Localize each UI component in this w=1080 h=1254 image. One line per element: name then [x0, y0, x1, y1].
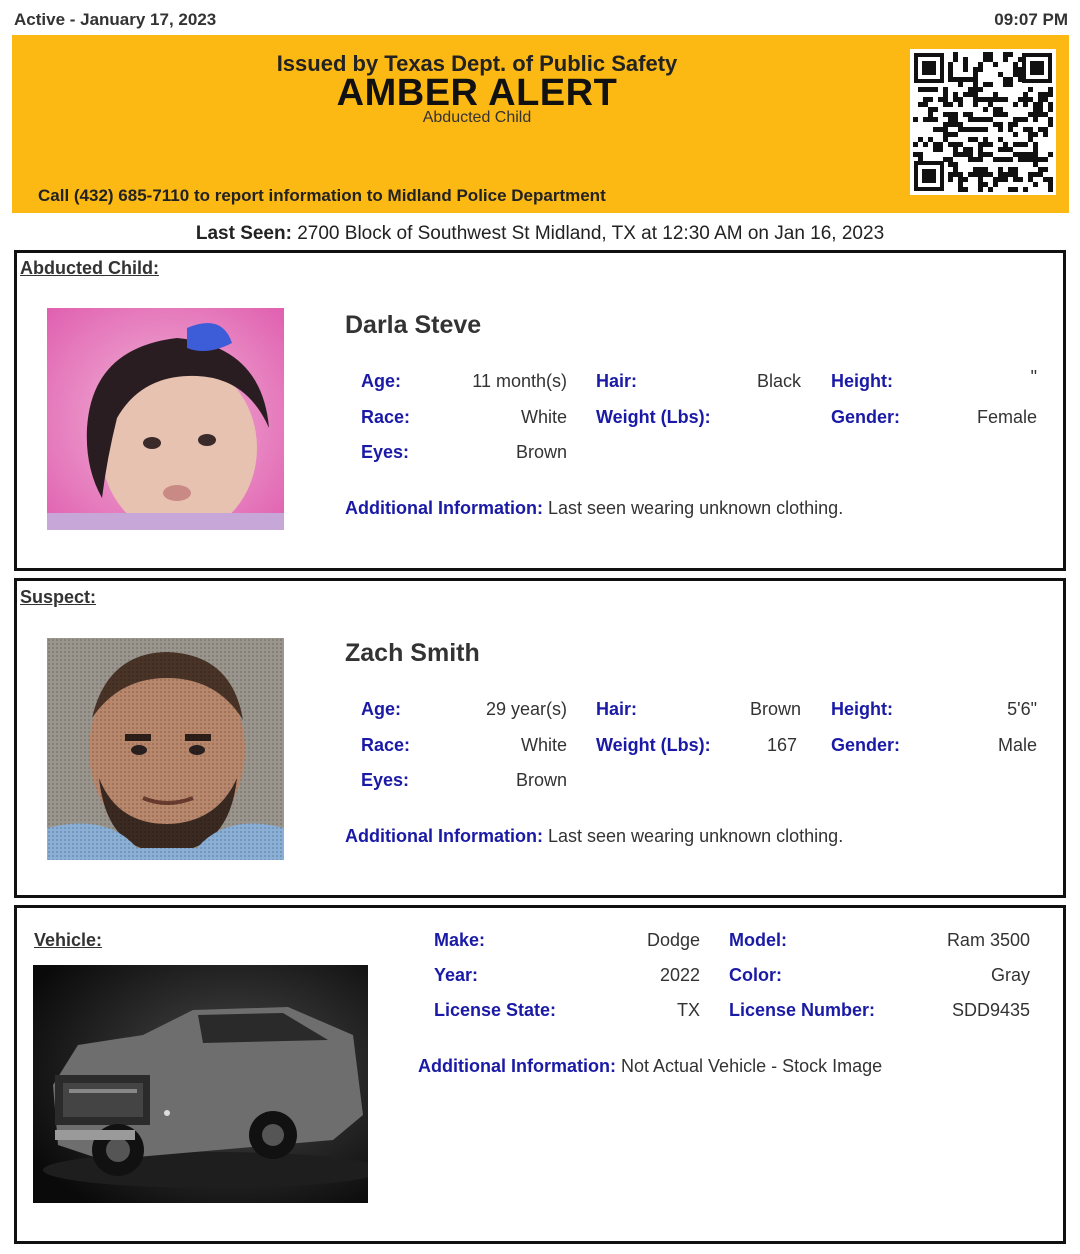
vehicle-color-label: Color: — [729, 965, 782, 985]
vehicle-model: Ram 3500 — [946, 930, 1030, 950]
vehicle-license-state-label: License State: — [434, 1000, 557, 1020]
child-eyes: Brown — [515, 442, 567, 462]
child-age: 11 month(s) — [472, 371, 567, 391]
issuer: Issued by Texas Dept. of Public Safety — [276, 51, 678, 76]
vehicle-section — [14, 905, 1066, 1244]
suspect-weight-label: Weight (Lbs): — [596, 735, 711, 755]
child-section — [14, 250, 1066, 571]
vehicle-color: Gray — [990, 965, 1030, 985]
child-age-label: Age: — [361, 371, 401, 391]
vehicle-model-label: Model: — [729, 930, 787, 950]
child-gender-label: Gender: — [831, 407, 901, 427]
vehicle-license-number: SDD9435 — [951, 1000, 1030, 1020]
vehicle-make: Dodge — [646, 930, 700, 950]
child-photo — [47, 308, 284, 530]
vehicle-license-state: TX — [676, 1000, 700, 1020]
suspect-eyes: Brown — [515, 770, 567, 790]
suspect-eyes-label: Eyes: — [361, 770, 410, 790]
vehicle-additional — [418, 1056, 882, 1077]
vehicle-additional-label: Additional Information: — [418, 1056, 616, 1076]
suspect-photo — [47, 638, 284, 860]
suspect-race: White — [520, 735, 567, 755]
child-race-label: Race: — [361, 407, 411, 427]
suspect-section-label: Suspect: — [20, 587, 97, 607]
child-hair-label: Hair: — [596, 371, 638, 391]
last-seen-text: 2700 Block of Southwest St Midland, TX at 12:30 AM on Jan 16, 2023 — [297, 223, 885, 244]
call-instructions: Call (432) 685-7110 to report information to Midland Police Department — [38, 186, 606, 205]
suspect-section — [14, 578, 1066, 898]
suspect-additional-label: Additional Information: — [345, 826, 543, 846]
last-seen — [0, 223, 1080, 245]
vehicle-year: 2022 — [659, 965, 700, 985]
status-bar — [14, 8, 1068, 32]
suspect-age-label: Age: — [361, 699, 401, 719]
last-seen-label: Last Seen: — [195, 223, 292, 244]
suspect-gender: Male — [997, 735, 1037, 755]
alert-time: 09:07 PM — [994, 10, 1068, 29]
suspect-weight: 167 — [766, 735, 797, 755]
child-additional-label: Additional Information: — [345, 498, 543, 518]
suspect-age: 29 year(s) — [485, 699, 567, 719]
amber-banner — [12, 35, 1069, 213]
suspect-hair: Brown — [749, 699, 801, 719]
suspect-height-label: Height: — [831, 699, 893, 719]
child-additional-text: Last seen wearing unknown clothing. — [548, 498, 844, 518]
child-additional — [345, 498, 843, 519]
vehicle-section-label: Vehicle: — [34, 930, 103, 950]
suspect-gender-label: Gender: — [831, 735, 901, 755]
child-height: " — [1030, 367, 1037, 387]
child-name: Darla Steve — [345, 311, 482, 339]
suspect-additional-text: Last seen wearing unknown clothing. — [548, 826, 844, 846]
vehicle-additional-text: Not Actual Vehicle - Stock Image — [621, 1056, 883, 1076]
child-hair: Black — [756, 371, 801, 391]
child-gender: Female — [976, 407, 1037, 427]
child-race: White — [520, 407, 567, 427]
suspect-additional — [345, 826, 843, 847]
child-height-label: Height: — [831, 371, 893, 391]
suspect-hair-label: Hair: — [596, 699, 638, 719]
child-eyes-label: Eyes: — [361, 442, 410, 462]
vehicle-license-number-label: License Number: — [729, 1000, 876, 1020]
alert-subtitle: Abducted Child — [422, 109, 532, 126]
qr-code-icon[interactable] — [910, 49, 1056, 195]
suspect-name: Zach Smith — [345, 639, 480, 667]
suspect-height: 5'6" — [1007, 699, 1037, 719]
alert-title: AMBER ALERT — [336, 72, 618, 114]
suspect-race-label: Race: — [361, 735, 411, 755]
vehicle-photo — [33, 965, 368, 1203]
vehicle-year-label: Year: — [434, 965, 479, 985]
alert-status: Active - January 17, 2023 — [14, 10, 217, 29]
child-weight-label: Weight (Lbs): — [596, 407, 711, 427]
vehicle-make-label: Make: — [434, 930, 486, 950]
child-section-label: Abducted Child: — [20, 258, 159, 278]
